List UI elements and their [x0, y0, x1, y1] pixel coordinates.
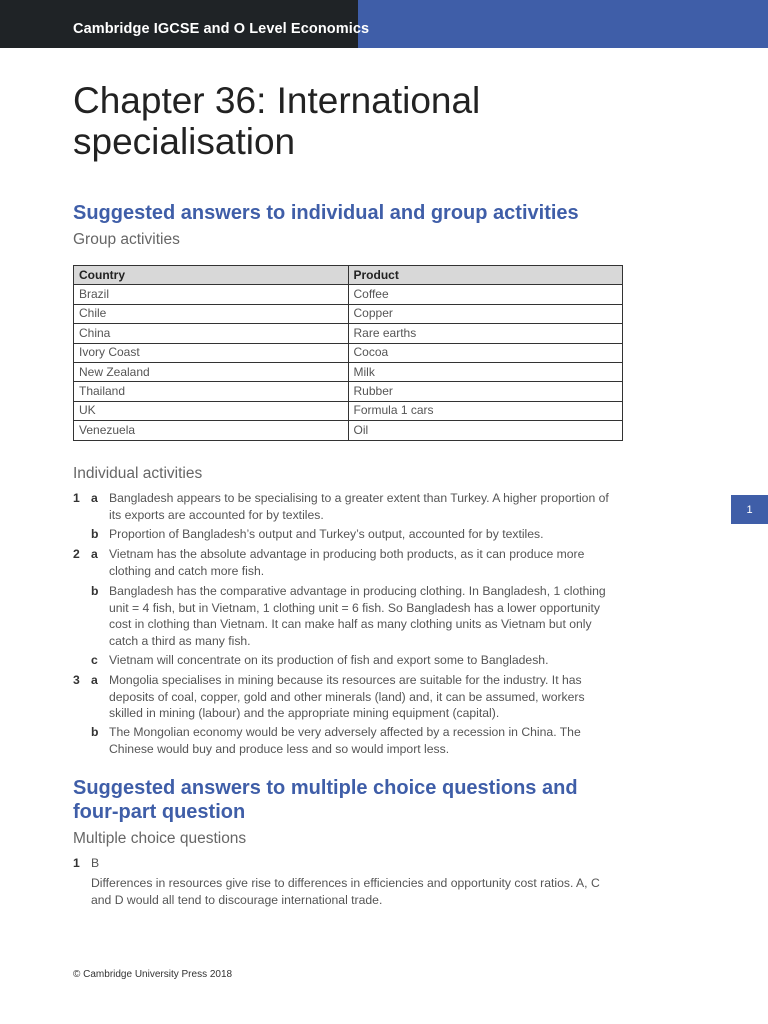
- answer-text: Bangladesh has the comparative advantage in producing clothing. In Bangladesh, 1 clothing unit = 4 fish, but in Vietnam, 1 clothing unit = 6 fish. So Bangladesh has a lower opportunity cost in clothing than Vietnam. It can make half as many clothing units as Vietnam but only catch a third as many fish.: [109, 584, 606, 648]
- chapter-title: Chapter 36: International specialisation: [73, 80, 481, 162]
- column-header-product: Product: [348, 266, 623, 285]
- page-number: 1: [746, 503, 753, 516]
- cell-country: Thailand: [74, 382, 349, 401]
- section-title-multiple-choice: Suggested answers to multiple choice questions and four-part question: [73, 777, 578, 823]
- cell-product: Rubber: [348, 382, 623, 401]
- table-row: [74, 304, 623, 323]
- table-row: [74, 285, 623, 304]
- cell-product: Milk: [348, 362, 623, 381]
- section-title-activities: Suggested answers to individual and group activities: [73, 202, 579, 224]
- cell-product: Formula 1 cars: [348, 401, 623, 420]
- table-header-row: [74, 266, 623, 285]
- cell-country: China: [74, 324, 349, 343]
- table-row: [74, 324, 623, 343]
- multiple-choice-heading: Multiple choice questions: [73, 830, 247, 847]
- part-letter: b: [91, 527, 99, 541]
- cell-product: Oil: [348, 421, 623, 440]
- part-letter: a: [91, 491, 98, 505]
- answer-text: Mongolia specialises in mining because its resources are suitable for the industry. It has deposits of coal, copper, gold and other minerals (land) and, it can be assumed, workers skilled in mining (labour) and the appropriate mining equipment (capital).: [109, 673, 585, 720]
- question-number: 1: [73, 491, 80, 505]
- cell-country: Ivory Coast: [74, 343, 349, 362]
- cell-country: New Zealand: [74, 362, 349, 381]
- header-accent-bar: [358, 0, 768, 48]
- cell-product: Rare earths: [348, 324, 623, 343]
- answer-text: Proportion of Bangladesh’s output and Turkey’s output, accounted for by textiles.: [109, 527, 544, 541]
- cell-product: Cocoa: [348, 343, 623, 362]
- answer-text: Vietnam has the absolute advantage in producing both products, as it can produce more clothing and catch more fish.: [109, 547, 585, 578]
- country-product-table: [73, 265, 623, 441]
- part-letter: a: [91, 547, 98, 561]
- individual-activities-heading: Individual activities: [73, 465, 203, 482]
- table-row: [74, 421, 623, 440]
- group-activities-heading: Group activities: [73, 231, 180, 248]
- copyright-footer: © Cambridge University Press 2018: [73, 969, 233, 980]
- part-letter: b: [91, 725, 99, 739]
- part-letter: a: [91, 673, 98, 687]
- cell-country: Chile: [74, 304, 349, 323]
- cell-country: Venezuela: [74, 421, 349, 440]
- part-letter: b: [91, 584, 99, 598]
- part-letter: c: [91, 653, 98, 667]
- book-title: Cambridge IGCSE and O Level Economics: [73, 21, 370, 37]
- cell-country: Brazil: [74, 285, 349, 304]
- table-row: [74, 382, 623, 401]
- cell-product: Copper: [348, 304, 623, 323]
- question-number: 1: [73, 856, 80, 870]
- cell-product: Coffee: [348, 285, 623, 304]
- mc-answer: B: [91, 856, 100, 870]
- cell-country: UK: [74, 401, 349, 420]
- mc-explanation: Differences in resources give rise to differences in efficiencies and opportunity cost ratios. A, C and D would all tend to discourage international trade.: [91, 876, 600, 907]
- table-row: [74, 401, 623, 420]
- table-row: [74, 362, 623, 381]
- column-header-country: Country: [74, 266, 349, 285]
- question-number: 2: [73, 547, 80, 561]
- answer-text: The Mongolian economy would be very adversely affected by a recession in China. The Chinese would buy and produce less and so would import less.: [109, 725, 581, 756]
- answer-text: Vietnam will concentrate on its production of fish and export some to Bangladesh.: [109, 653, 549, 667]
- question-number: 3: [73, 673, 80, 687]
- answer-text: Bangladesh appears to be specialising to a greater extent than Turkey. A higher proportion of its exports are accounted for by textiles.: [109, 491, 609, 522]
- page-number-tab: [731, 495, 768, 524]
- table-row: [74, 343, 623, 362]
